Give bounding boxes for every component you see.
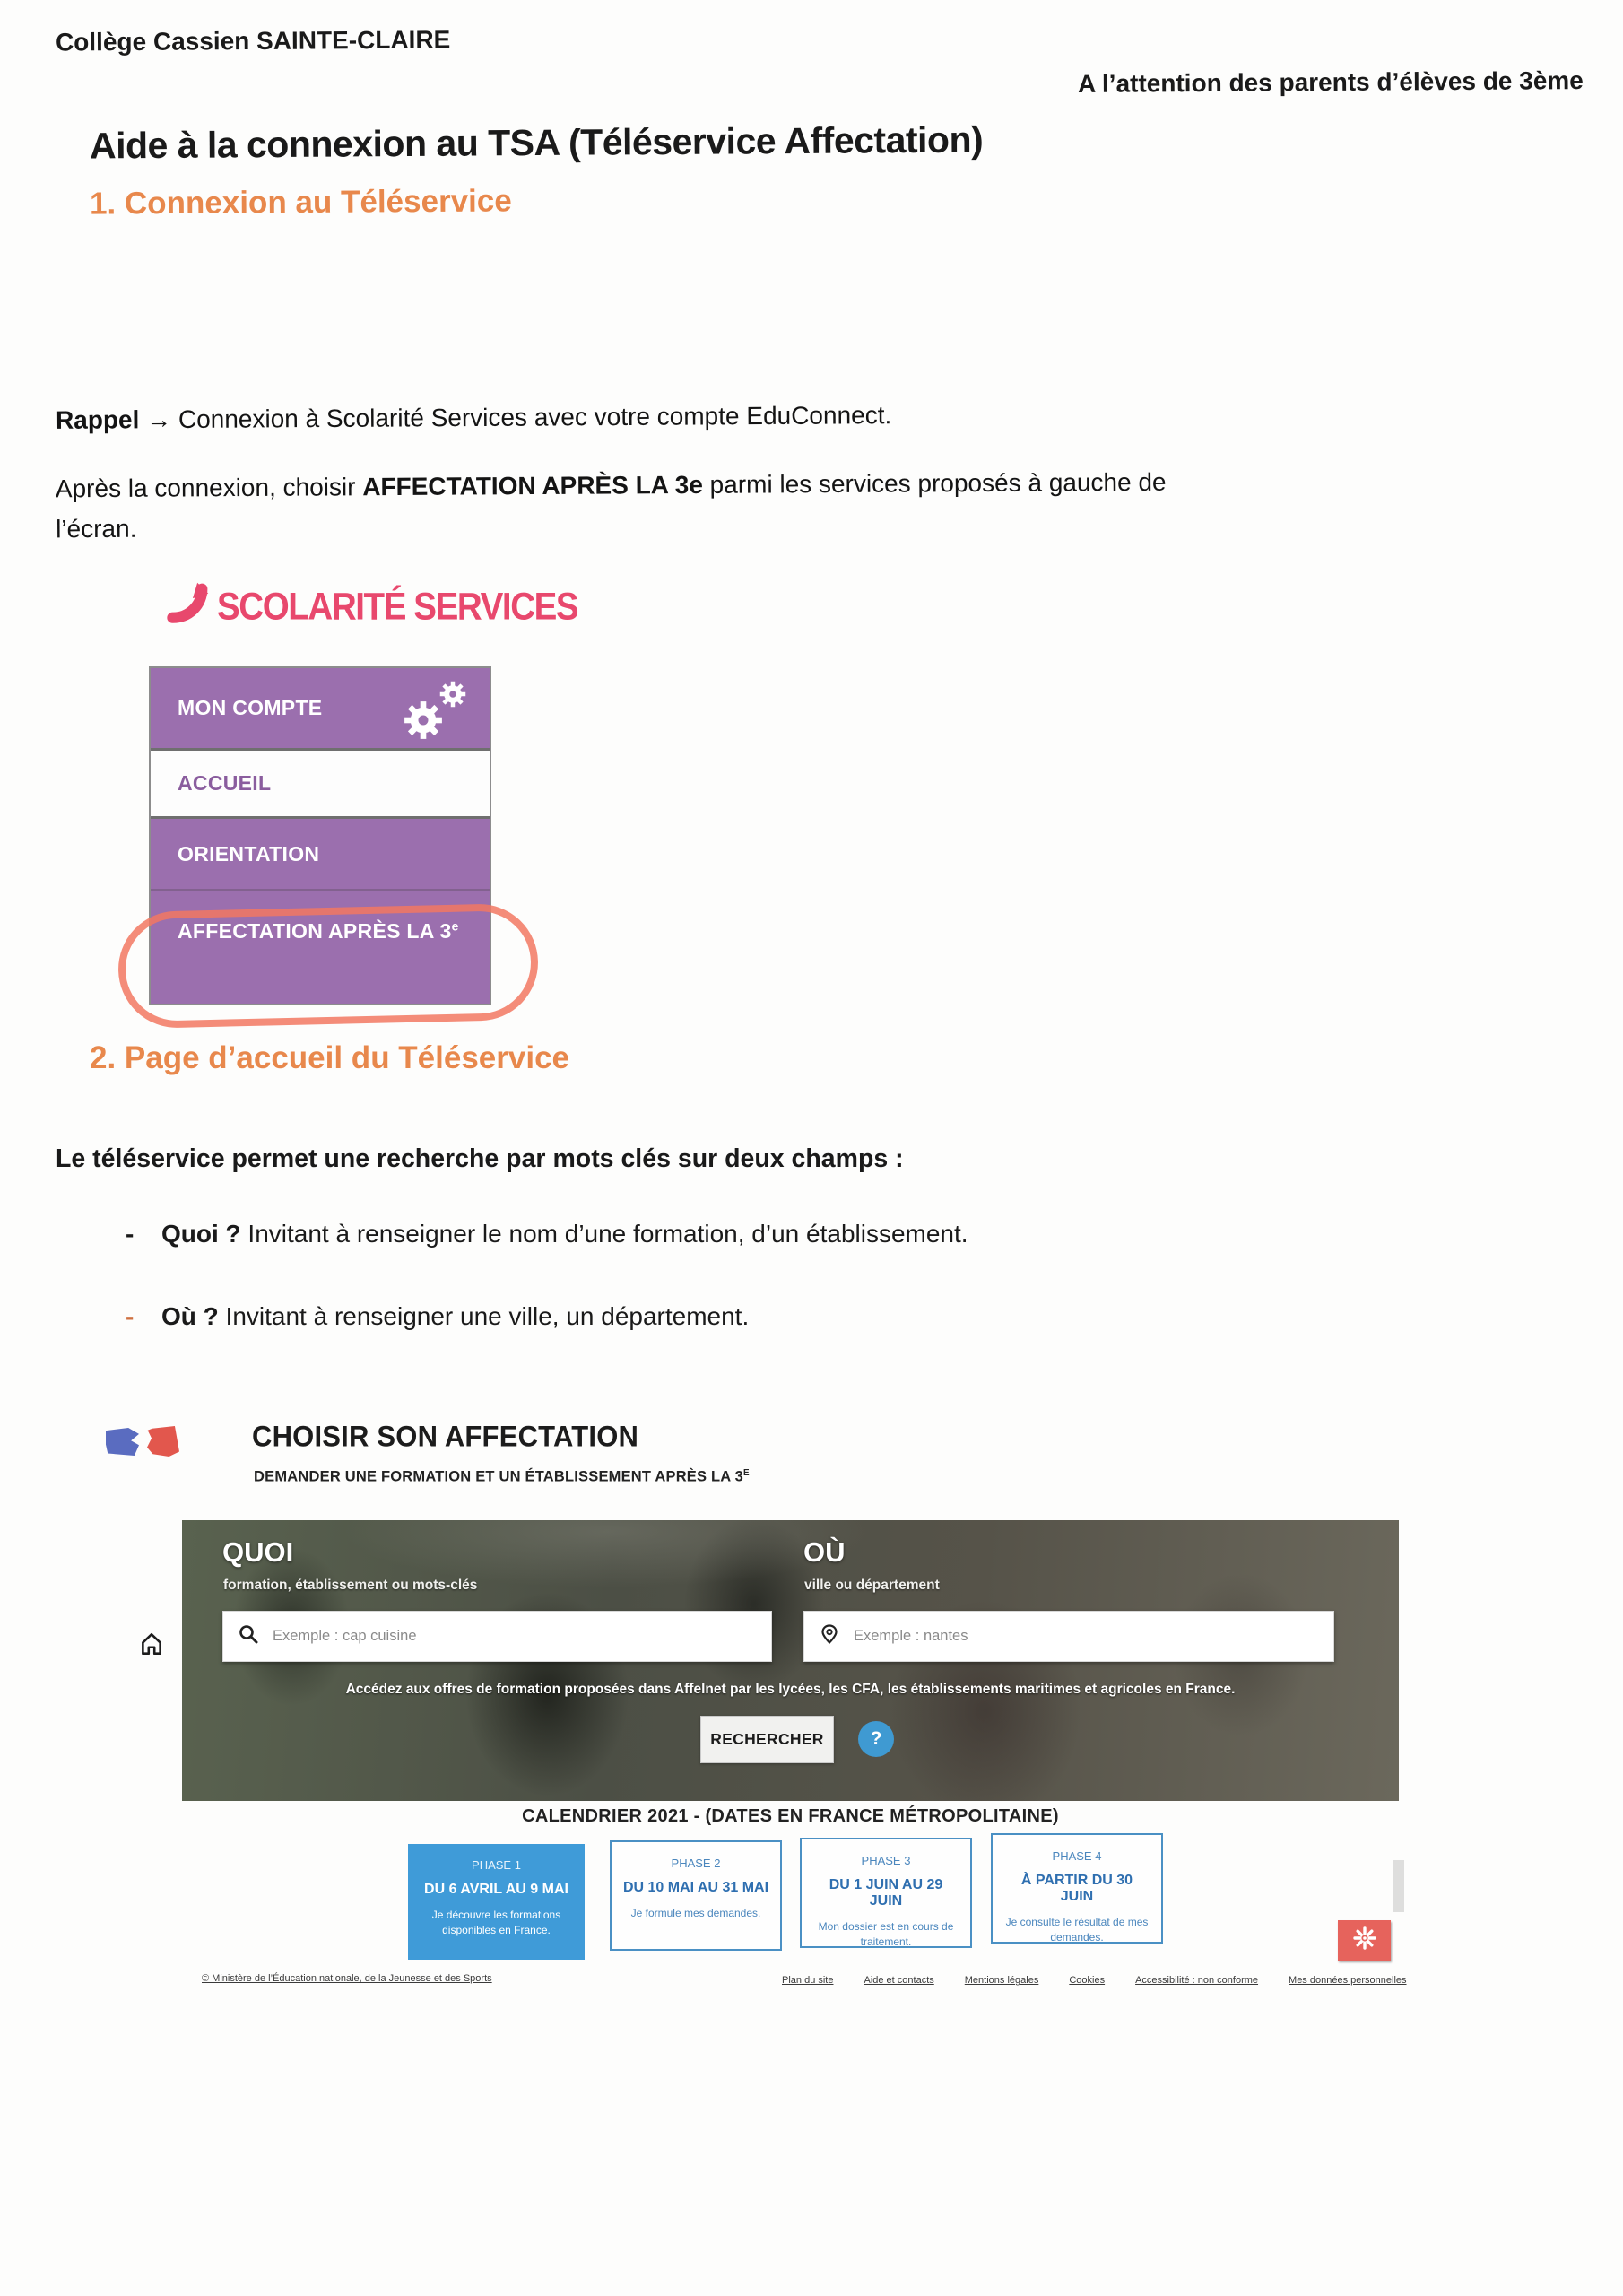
sidebar-item-label: ORIENTATION: [178, 841, 320, 865]
phase-name: PHASE 3: [861, 1854, 911, 1867]
sidebar-item-label-sup: e: [451, 919, 459, 934]
sidebar-item-mon-compte[interactable]: [151, 668, 490, 751]
scolarite-swoosh-icon: [163, 581, 210, 632]
sidebar-item-orientation[interactable]: [151, 819, 490, 891]
phase-dates: À PARTIR DU 30 JUIN: [1020, 1873, 1133, 1904]
footer-link-plan-du-site[interactable]: Plan du site: [782, 1975, 834, 1986]
section2-intro: Le téléservice permet une recherche par mots clés sur deux champs :: [56, 1144, 904, 1173]
phase-name: PHASE 2: [671, 1857, 721, 1870]
instruction-paragraph: [56, 460, 1617, 550]
affelnet-note: Accédez aux offres de formation proposées dans Affelnet par les lycées, les CFA, les établissements maritimes et agricoles en France.: [345, 1682, 1236, 1697]
phase-dates: DU 1 JUIN AU 29 JUIN: [829, 1877, 943, 1909]
scolarite-logo-text: SCOLARITÉ SERVICES: [217, 585, 578, 628]
phase-desc: Je consulte le résultat de mes demandes.: [1005, 1916, 1149, 1944]
home-icon[interactable]: [138, 1631, 165, 1662]
quoi-label: QUOI: [222, 1536, 294, 1568]
calendar-title: CALENDRIER 2021 - (DATES EN FRANCE MÉTROPOLITAINE): [522, 1806, 1059, 1826]
phase-desc: Je découvre les formations disponibles en France.: [431, 1909, 561, 1936]
teleservice-title: CHOISIR SON AFFECTATION: [252, 1419, 639, 1454]
scan-artifact: [1393, 1860, 1404, 1912]
bullet-term: Quoi ?: [161, 1220, 241, 1248]
rappel-text: Connexion à Scolarité Services avec votre compte EduConnect.: [171, 401, 892, 434]
section1-heading: 1. Connexion au Téléservice: [89, 183, 512, 222]
flag-red-shape: [147, 1426, 179, 1457]
sidebar-item-label-text: AFFECTATION APRÈS LA 3: [178, 919, 452, 943]
instruction-pre: Après la connexion, choisir: [55, 473, 363, 503]
scolarite-services-logo: [163, 581, 601, 632]
bullet-dash: -: [126, 1220, 135, 1248]
instruction-post2: l’écran.: [56, 514, 137, 544]
footer-link-cookies[interactable]: Cookies: [1069, 1975, 1106, 1986]
phase-desc: Mon dossier est en cours de traitement.: [818, 1920, 954, 1948]
ou-input[interactable]: [852, 1627, 1319, 1646]
attention-line: A l’attention des parents d’élèves de 3ème: [1078, 66, 1584, 98]
teleservice-subtitle: [254, 1468, 750, 1486]
bullet-text: Invitant à renseigner le nom d’une formation, d’un établissement.: [240, 1220, 968, 1248]
teleservice-subtitle-sup: E: [742, 1468, 750, 1478]
footer-links: [782, 1975, 1407, 1986]
search-hero-banner: [182, 1520, 1399, 1801]
footer-link-aide-contacts[interactable]: Aide et contacts: [864, 1975, 934, 1986]
footer-link-accessibilite[interactable]: Accessibilité : non conforme: [1135, 1975, 1259, 1986]
marianne-flag-logo: [106, 1426, 181, 1460]
rechercher-button[interactable]: RECHERCHER: [700, 1716, 834, 1763]
section2-heading: 2. Page d’accueil du Téléservice: [90, 1040, 569, 1075]
arrow-glyph: →: [146, 405, 172, 434]
help-button[interactable]: ?: [858, 1721, 894, 1757]
marianne-asterisk-button[interactable]: [1338, 1920, 1391, 1961]
asterisk-icon: [1352, 1926, 1377, 1955]
footer-link-donnees-personnelles[interactable]: Mes données personnelles: [1289, 1975, 1407, 1986]
phase-card-4: [991, 1833, 1163, 1944]
location-pin-icon: [819, 1623, 840, 1649]
quoi-sublabel: formation, établissement ou mots-clés: [223, 1578, 478, 1593]
phase-desc: Je formule mes demandes.: [630, 1907, 761, 1919]
footer-link-mentions-legales[interactable]: Mentions légales: [964, 1975, 1039, 1986]
handdrawn-circle-annotation: [117, 903, 540, 1030]
sidebar-item-accueil[interactable]: [151, 751, 490, 819]
ou-sublabel: ville ou département: [804, 1578, 940, 1593]
rappel-label: Rappel: [55, 405, 140, 434]
footer-copyright-link[interactable]: © Ministère de l’Éducation nationale, de la Jeunesse et des Sports: [202, 1973, 492, 1984]
phase-dates: DU 6 AVRIL AU 9 MAI: [424, 1882, 568, 1897]
phase-dates: DU 10 MAI AU 31 MAI: [622, 1880, 769, 1895]
phase-name: PHASE 4: [1052, 1849, 1102, 1863]
bullet-dash: -: [126, 1302, 135, 1330]
ou-label: OÙ: [803, 1536, 846, 1568]
quoi-input[interactable]: [271, 1627, 757, 1646]
phase-card-3: [800, 1838, 972, 1948]
school-name: Collège Cassien SAINTE-CLAIRE: [55, 25, 451, 57]
rappel-paragraph: [56, 401, 891, 435]
instruction-post: parmi les services proposés à gauche de: [702, 467, 1167, 499]
sidebar-item-label: MON COMPTE: [178, 696, 323, 719]
bullet-quoi: [126, 1220, 968, 1248]
gears-icon: [404, 681, 466, 740]
phase-card-1: [408, 1844, 585, 1960]
ou-search-field[interactable]: [803, 1611, 1334, 1662]
search-icon: [238, 1623, 259, 1649]
teleservice-subtitle-text: DEMANDER UNE FORMATION ET UN ÉTABLISSEMENT APRÈS LA 3: [254, 1468, 743, 1485]
phase-card-2: [610, 1840, 782, 1951]
sidebar-item-label: ACCUEIL: [178, 771, 272, 795]
bullet-ou: [126, 1302, 749, 1331]
bullet-term: Où ?: [161, 1302, 219, 1330]
bullet-text: Invitant à renseigner une ville, un département.: [218, 1302, 750, 1330]
phase-name: PHASE 1: [472, 1858, 521, 1872]
document-title: Aide à la connexion au TSA (Téléservice Affectation): [89, 118, 984, 167]
instruction-bold: AFFECTATION APRÈS LA 3e: [362, 470, 703, 501]
flag-blue-shape: [106, 1428, 139, 1456]
quoi-search-field[interactable]: [222, 1611, 772, 1662]
